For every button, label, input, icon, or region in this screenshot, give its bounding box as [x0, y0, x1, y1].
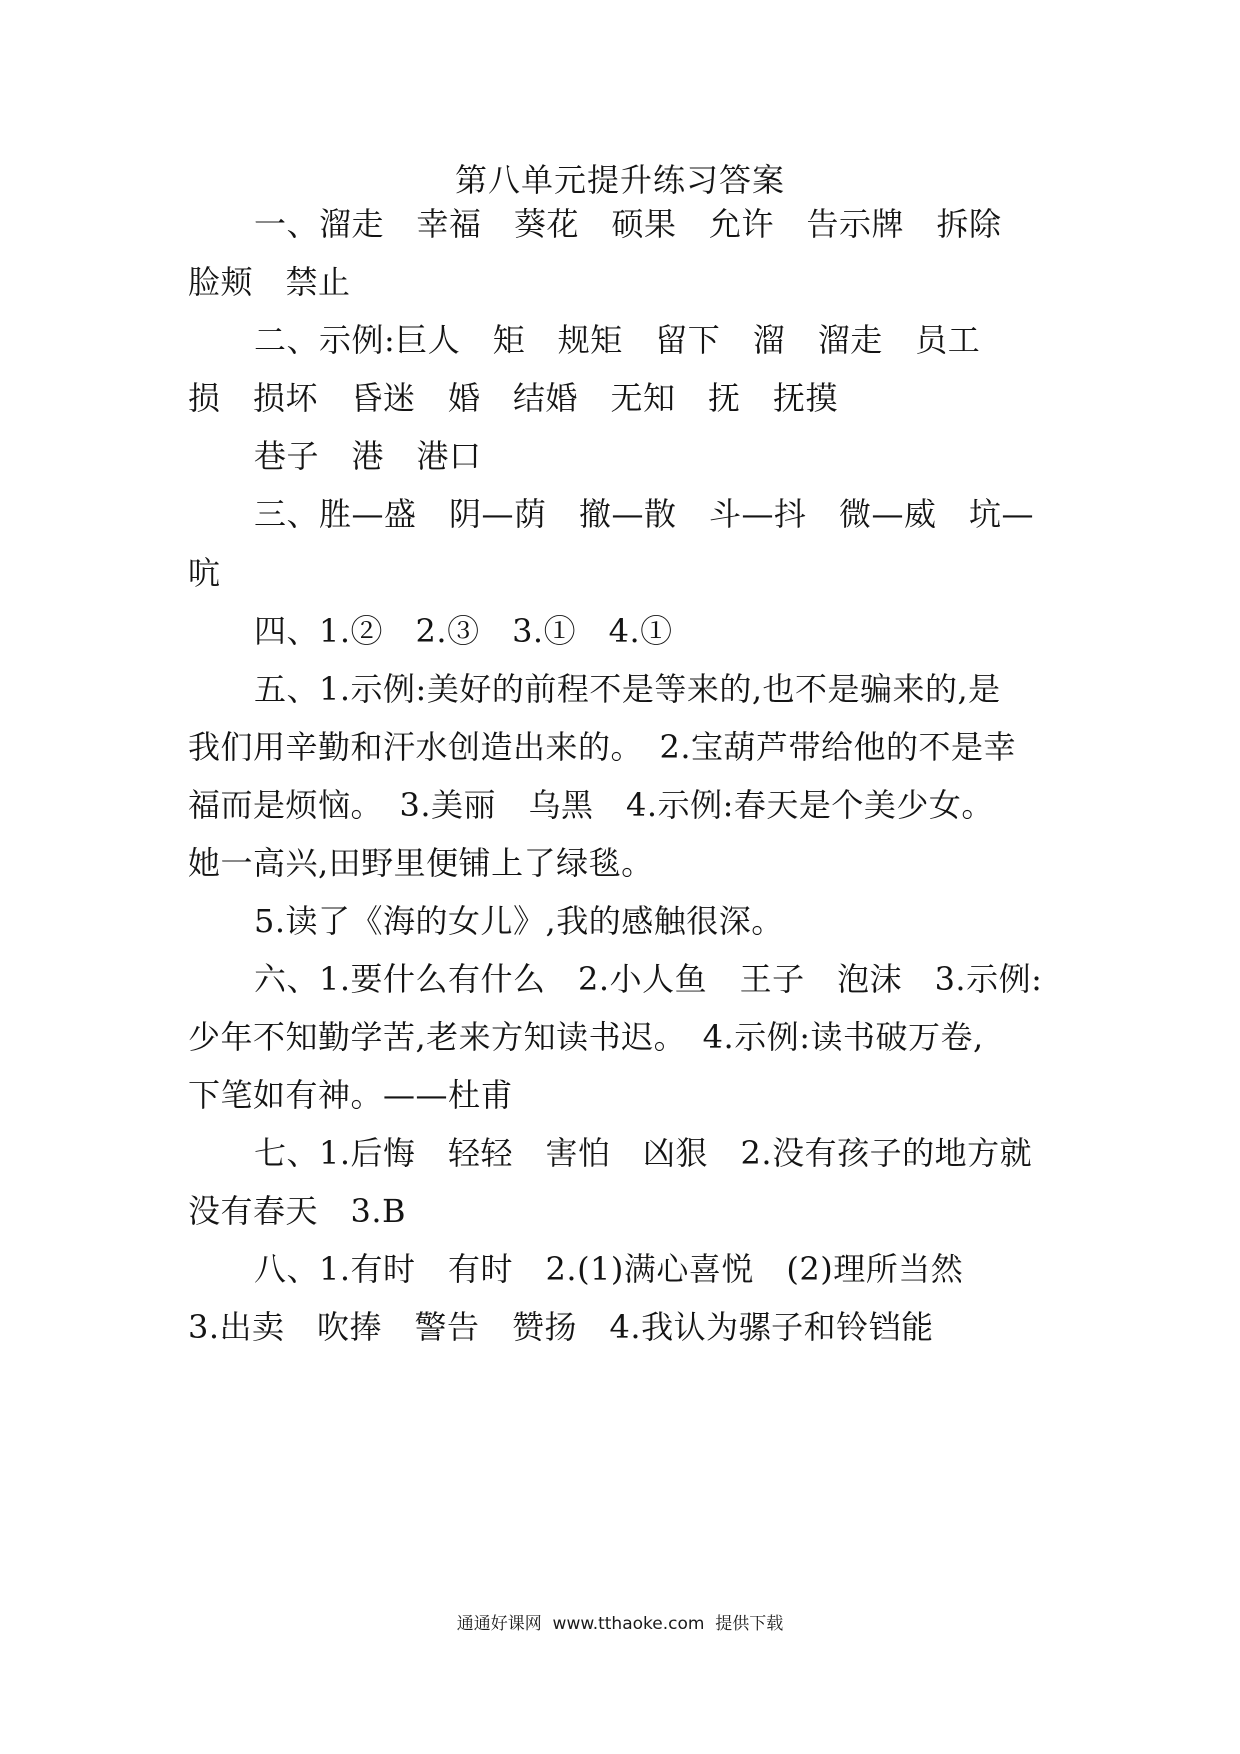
answer-line-6-cont: 少年不知勤学苦,老来方知读书迟。 4.示例:读书破万卷, — [188, 1018, 984, 1056]
answer-line-4: 四、1.② 2.③ 3.① 4.① — [254, 612, 673, 650]
answer-line-5-cont3: 她一高兴,田野里便铺上了绿毯。 — [188, 844, 654, 882]
answer-line-7: 七、1.后悔 轻轻 害怕 凶狠 2.没有孩子的地方就 — [254, 1134, 1033, 1172]
answer-line-8-cont: 3.出卖 吹捧 警告 赞扬 4.我认为骡子和铃铛能 — [188, 1308, 934, 1346]
answer-line-2: 二、示例:巨人 矩 规矩 留下 溜 溜走 员工 — [254, 321, 981, 359]
answer-line-5: 五、1.示例:美好的前程不是等来的,也不是骗来的,是 — [254, 670, 1001, 708]
footer-credit: 通通好课网 www.tthaoke.com 提供下载 — [456, 1614, 784, 1634]
answer-line-5-cont4: 5.读了《海的女儿》,我的感触很深。 — [254, 902, 784, 940]
answer-line-8: 八、1.有时 有时 2.(1)满心喜悦 (2)理所当然 — [254, 1250, 964, 1288]
answer-line-6-cont2: 下笔如有神。——杜甫 — [188, 1076, 514, 1114]
answer-line-3-cont: 吭 — [188, 554, 221, 592]
answer-line-7-cont: 没有春天 3.B — [188, 1192, 407, 1230]
answer-line-1: 一、溜走 幸福 葵花 硕果 允许 告示牌 拆除 — [254, 205, 1002, 243]
answer-line-6: 六、1.要什么有什么 2.小人鱼 王子 泡沫 3.示例: — [254, 960, 1043, 998]
answer-line-1-cont: 脸颊 禁止 — [188, 263, 351, 301]
answer-line-5-cont: 我们用辛勤和汗水创造出来的。 2.宝葫芦带给他的不是幸 — [188, 728, 1017, 766]
answer-line-3: 三、胜—盛 阴—荫 撤—散 斗—抖 微—威 坑— — [254, 495, 1035, 533]
answer-line-2-cont: 损 损坏 昏迷 婚 结婚 无知 抚 抚摸 — [188, 379, 839, 417]
answer-line-2-cont2: 巷子 港 港口 — [254, 437, 482, 475]
page-title: 第八单元提升练习答案 — [454, 161, 785, 199]
answer-line-5-cont2: 福而是烦恼。 3.美丽 乌黑 4.示例:春天是个美少女。 — [188, 786, 994, 824]
